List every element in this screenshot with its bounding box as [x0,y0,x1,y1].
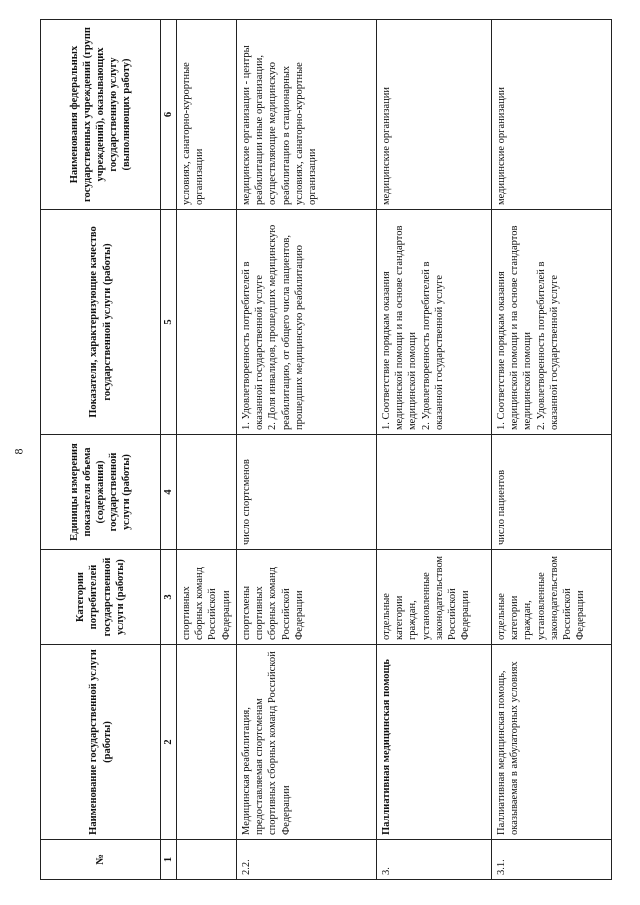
quality-indicators [177,210,237,435]
column-number: 4 [161,435,177,550]
consumer-category: отдельные категории граждан, установленные законодательством Российской Федерации [377,550,492,645]
service-name: Паллиативная медицинская помощь, оказываемая в амбулаторных условиях [492,645,612,840]
header-number: № [41,840,161,880]
row-number: 3.1. [492,840,612,880]
row-number: 3. [377,840,492,880]
header-row [41,20,161,880]
consumer-category: спортивных сборных команд Российской Федерации [177,550,237,645]
column-number-row [161,20,177,880]
volume-unit: число спортсменов [237,435,377,550]
institutions: условиях, санаторно-курортные организации [177,20,237,210]
column-number: 1 [161,840,177,880]
header-quality-indicators: Показатели, характеризующие качество государственной услуги (работы) [41,210,161,435]
row-number [177,840,237,880]
table-row [492,20,612,880]
header-institutions: Наименования федеральных государственных учреждений (групп учреждений), оказывающих государственную услугу (выполняющих работу) [41,20,161,210]
service-name: Медицинская реабилитация, предоставляемая спортсменам спортивных сборных команд Российской Федерации [237,645,377,840]
table-row [177,20,237,880]
quality-indicators: 1. Удовлетворенность потребителей в оказанной государственной услуге 2. Доля инвалидов, прошедших медицинскую реабилитацию, от общего числа пациентов, прошедших медицинскую реабилитацию [237,210,377,435]
column-number: 2 [161,645,177,840]
quality-indicators: 1. Соответствие порядкам оказания медицинской помощи и на основе стандартов медицинской помощи 2. Удовлетворенность потребителей в оказанной государственной услуге [492,210,612,435]
institutions: медицинские организации [492,20,612,210]
services-table [40,19,612,880]
institutions: медицинские организации [377,20,492,210]
header-service-name: Наименование государственной услуги (работы) [41,645,161,840]
column-number: 5 [161,210,177,435]
header-volume-unit: Единицы измерения показателя объема (содержания) государственной услуги (работы) [41,435,161,550]
header-consumer-category: Категории потребителей государственной услуги (работы) [41,550,161,645]
column-number: 6 [161,20,177,210]
row-number: 2.2. [237,840,377,880]
consumer-category: отдельные категории граждан, установленные законодательством Российской Федерации [492,550,612,645]
rotated-table-sheet [40,20,620,880]
quality-indicators: 1. Соответствие порядкам оказания медицинской помощи и на основе стандартов медицинской помощи 2. Удовлетворенность потребителей в оказанной государственной услуге [377,210,492,435]
page-number: 8 [11,448,26,455]
volume-unit [377,435,492,550]
institutions: медицинские организации - центры реабилитации иные организации, осуществляющие медицинскую реабилитацию в стационарных условиях, санаторно-курортные организации [237,20,377,210]
table-row [237,20,377,880]
column-number: 3 [161,550,177,645]
table-row [377,20,492,880]
volume-unit [177,435,237,550]
service-name: Паллиативная медицинская помощь [377,645,492,840]
service-name [177,645,237,840]
consumer-category: спортсмены спортивных сборных команд Российской Федерации [237,550,377,645]
volume-unit: число пациентов [492,435,612,550]
